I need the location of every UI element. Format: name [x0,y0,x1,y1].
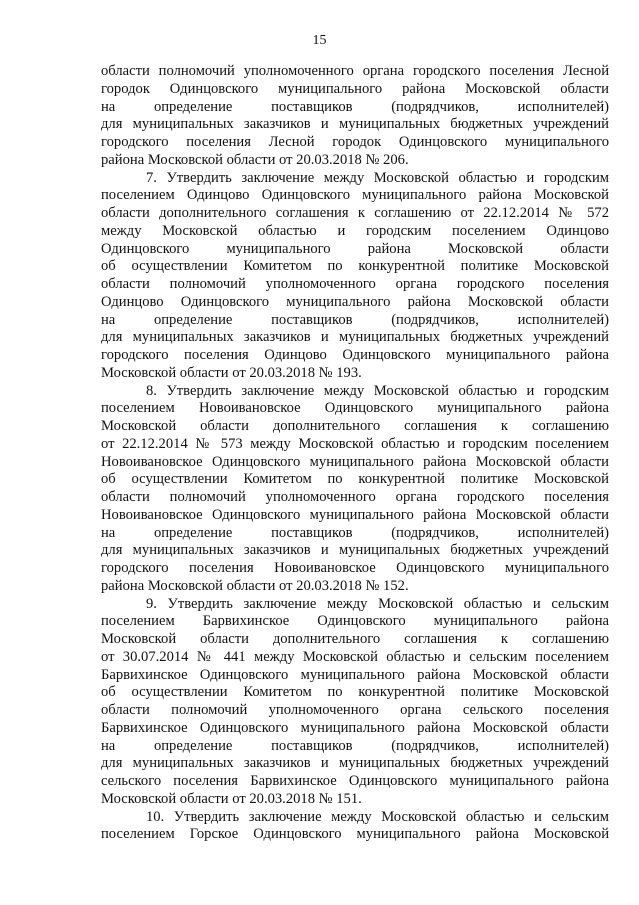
text-line: на определение поставщиков (подрядчиков, исполнителей) [101,311,609,328]
text-line: 10. Утвердить заключение между Московской областью и сельским [146,808,609,825]
document-body [101,63,609,844]
paragraph-item-7 [101,170,609,383]
text-line: Барвихинское Одинцовского муниципального района Московской области [101,666,609,683]
text-line: для муниципальных заказчиков и муниципальных бюджетных учреждений [101,329,609,346]
text-line: Московской области от 20.03.2018 № 193. [101,364,362,381]
text-line: области полномочий уполномоченного органа городского поселения [101,489,609,505]
text-line: поселением Одинцово Одинцовского муниципального района Московской [101,187,609,204]
text-line: на определение поставщиков (подрядчиков, исполнителей) [101,737,609,754]
paragraph-continuation-item-6 [101,63,609,170]
paragraph-item-10 [101,809,609,845]
text-line: на определение поставщиков (подрядчиков, исполнителей) [101,98,609,115]
text-line: об осуществлении Комитетом по конкурентной политике Московской [101,471,609,488]
text-line: Московской области дополнительного соглашения к соглашению [101,631,609,647]
text-line: для муниципальных заказчиков и муниципальных бюджетных учреждений [101,755,609,772]
text-line: Одинцово Одинцовского муниципального района Московской области [101,293,609,310]
text-line: поселением Горское Одинцовского муниципального района Московской [101,826,609,843]
text-line: 8. Утвердить заключение между Московской областью и городским [146,382,609,399]
text-line: 9. Утвердить заключение между Московской областью и сельским [146,595,609,612]
text-line: городок Одинцовского муниципального района Московской области [101,80,609,97]
text-line: городского поселения Новоивановское Одинцовского муниципального [101,560,609,576]
text-line: области полномочий уполномоченного органа сельского поселения [101,702,609,718]
text-line: Московской области дополнительного соглашения к соглашению [101,418,609,434]
text-line: поселением Новоивановское Одинцовского муниципального района [101,400,609,417]
text-line: района Московской области от 20.03.2018 № 206. [101,151,409,168]
text-line: для муниципальных заказчиков и муниципальных бюджетных учреждений [101,542,609,559]
paragraph-item-8 [101,383,609,596]
text-line: области полномочий уполномоченного органа городского поселения [101,276,609,292]
text-line: об осуществлении Комитетом по конкурентной политике Московской [101,684,609,701]
paragraph-item-9 [101,596,609,809]
text-line: городского поселения Одинцово Одинцовского муниципального района [101,347,609,363]
text-line: сельского поселения Барвихинское Одинцовского муниципального района [101,773,609,789]
text-line: об осуществлении Комитетом по конкурентной политике Московской [101,258,609,275]
text-line: Новоивановское Одинцовского муниципального района Московской области [101,506,609,523]
text-line: 7. Утвердить заключение между Московской областью и городским [146,169,609,186]
text-line: Одинцовского муниципального района Московской области [101,240,609,257]
text-line: для муниципальных заказчиков и муниципальных бюджетных учреждений [101,116,609,133]
page-number: 15 [312,33,327,48]
text-line: района Московской области от 20.03.2018 № 152. [101,577,409,594]
text-line: Новоивановское Одинцовского муниципального района Московской области [101,453,609,470]
text-line: от 30.07.2014 № 441 между Московской областью и сельским поселением [101,648,609,665]
text-line: области дополнительного соглашения к соглашению от 22.12.2014 № 572 [101,205,609,221]
text-line: между Московской областью и городским поселением Одинцово [101,222,609,239]
text-line: Московской области от 20.03.2018 № 151. [101,790,362,807]
text-line: на определение поставщиков (подрядчиков, исполнителей) [101,524,609,541]
text-line: от 22.12.2014 № 573 между Московской областью и городским поселением [101,435,609,452]
text-line: Барвихинское Одинцовского муниципального района Московской области [101,719,609,736]
text-line: области полномочий уполномоченного органа городского поселения Лесной [101,63,609,79]
text-line: поселением Барвихинское Одинцовского муниципального района [101,613,609,630]
text-line: городского поселения Лесной городок Одинцовского муниципального [101,134,609,150]
